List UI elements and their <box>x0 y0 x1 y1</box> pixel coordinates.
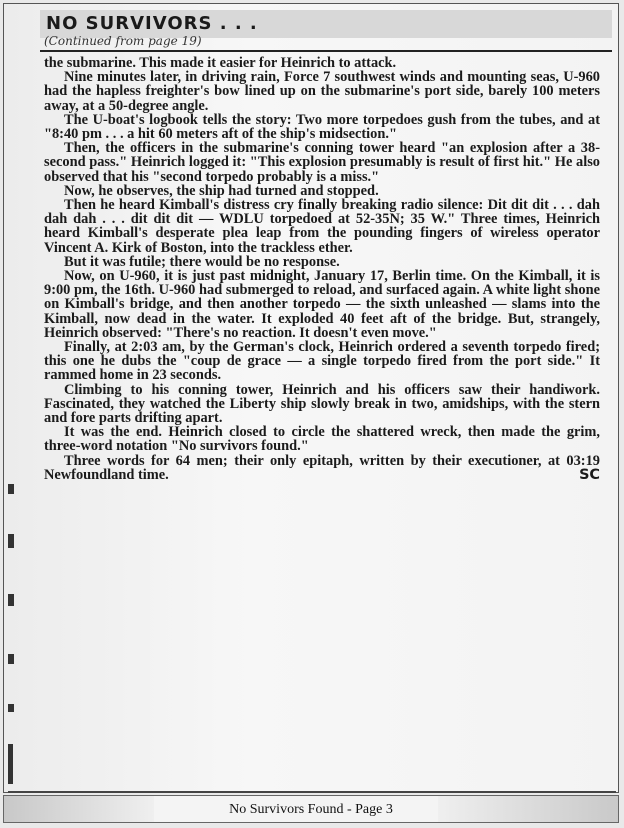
paragraph: It was the end. Heinrich closed to circle the shattered wreck, then made the grim, three-word notation "No survivors found." <box>44 424 600 455</box>
paragraph: Now, on U-960, it is just past midnight, January 17, Berlin time. On the Kimball, it is 9:00 pm, the 16th. U-960 had submerged to reload, and surfaced again. A white light shone on Kimball's bridge, and then another torpedo — the sixth unleashed — slams into the Kimball, now dead in the water. It exploded 40 feet aft of the bridge. But, strangely, Heinrich observed: "There's no reaction. It doesn't even move." <box>44 268 600 341</box>
paragraph: Climbing to his conning tower, Heinrich and his officers saw their handiwork. Fascinated, they watched the Liberty ship slowly break in two, amidships, with the stern and fore parts drifting apart. <box>44 381 600 427</box>
continued-note: (Continued from page 19) <box>44 34 202 48</box>
paragraph: Now, he observes, the ship had turned and stopped. <box>64 182 379 199</box>
page-footer <box>3 795 619 823</box>
header-divider <box>40 50 612 52</box>
bottom-divider <box>8 791 616 793</box>
paragraph: But it was futile; there would be no response. <box>64 253 340 270</box>
author-signature: SC <box>579 466 600 483</box>
newspaper-clipping <box>4 4 618 792</box>
left-edge-marks <box>4 474 18 792</box>
page-caption: No Survivors Found - Page 3 <box>229 802 393 817</box>
article-title: NO SURVIVORS . . . <box>46 13 258 34</box>
paragraph: The U-boat's logbook tells the story: Two more torpedoes gush from the tubes, and at "8:40 pm . . . a hit 60 meters aft of the ship's midsection." <box>44 111 600 143</box>
article-body <box>44 56 600 482</box>
paragraph-text: Three words for 64 men; their only epitaph, written by their executioner, at 03:19 Newfoundland time. <box>44 452 600 483</box>
paragraph: Then, the officers in the submarine's conning tower heard "an explosion after a 38-second pass." Heinrich logged it: "This explosion presumably is result of first hit." He also observed that his "second torpedo probably is a miss." <box>44 140 600 185</box>
paragraph: Then he heard Kimball's distress cry finally breaking radio silence: Dit dit dit . . . dah dah dah . . . dit dit dit — WDLU torpedoed at 52-35N; 35 W." Three times, Heinrich heard Kimball's desperate plea leap from the pounding fingers of wireless operator Vincent A. Kirk of Boston, into the trackless ether. <box>44 197 600 256</box>
paragraph: Finally, at 2:03 am, by the German's clock, Heinrich ordered a seventh torpedo fired; this one he dubs the "coup de grace — a single torpedo fired from the port side." It rammed home in 23 seconds. <box>44 339 600 384</box>
page-frame <box>3 3 619 793</box>
paragraph: Nine minutes later, in driving rain, Force 7 southwest winds and mounting seas, U-960 had the hapless freighter's bow lined up on the submarine's port side, barely 100 meters away, at a 50-degree angle. <box>44 69 600 114</box>
paragraph: the submarine. This made it easier for Heinrich to attack. <box>44 55 397 71</box>
paragraph-final <box>44 454 600 482</box>
